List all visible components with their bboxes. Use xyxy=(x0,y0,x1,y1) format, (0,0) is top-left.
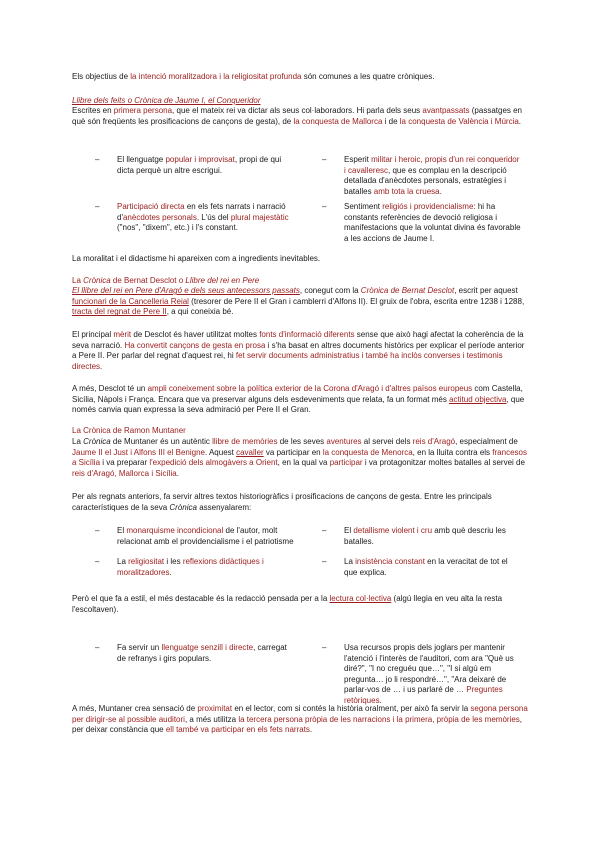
text: La xyxy=(117,557,129,566)
text: al servei dels xyxy=(361,437,413,446)
text: de l'autor, molt relacionat amb el providencialisme i el patriotisme xyxy=(117,526,294,546)
text: . xyxy=(379,695,382,705)
highlight: l'expedició dels almogàvers a Orient xyxy=(149,458,278,468)
section-3-paragraph xyxy=(72,437,530,479)
text: . xyxy=(169,567,172,577)
highlight: avantpassats xyxy=(422,106,470,115)
bullet-item: – Fa servir un llenguatge senzill i directe, carregat de refranys i girs populars. xyxy=(95,643,287,663)
text: , escrit per aquest xyxy=(454,286,518,295)
text: al servei de xyxy=(481,458,525,468)
text: són comunes a les quatre cròniques. xyxy=(301,72,435,81)
highlight: funcionari de la Cancelleria Reial xyxy=(72,296,189,306)
text: . xyxy=(518,116,522,126)
text: Per als regnats anteriors, fa servir altres textos historiogràfics i prosificacions de cançons de gesta. Entre les principals característiques de la seva xyxy=(72,492,492,512)
section-1-paragraph xyxy=(72,106,530,127)
highlight: monarquisme incondicional xyxy=(126,526,224,535)
highlight: la intenció moralitzadora i la religiositat profunda xyxy=(130,72,302,81)
text: Crònica xyxy=(83,437,111,446)
highlight: ell també va participar en els fets narrats xyxy=(165,725,310,735)
text: va participar en xyxy=(263,447,323,457)
highlight: la conquesta de València i Múrcia xyxy=(399,116,519,126)
highlight: Jaume II el Just i Alfons III el Benigne xyxy=(72,447,205,457)
text: ("nos", "dixem", etc.) i l's constant. xyxy=(117,223,238,233)
highlight: religiositat xyxy=(128,557,165,566)
highlight: reis d'Aragó, Mallorca i Sicília xyxy=(72,468,177,478)
text: , que es complau en la descripció detallada d'anècdotes personals, estratègies i batalles xyxy=(344,165,507,196)
text: , que el mateix rei va dictar als seus col·laboradors. Hi parla dels seus xyxy=(172,106,423,115)
text: de les seves xyxy=(277,437,327,446)
bullet-item: – Sentiment religiós i providencialisme: hi ha constants referències de devoció religiosa i manifestacions que la voluntat divina és favorable a les accions de Jaume I. xyxy=(322,202,521,243)
text: , per deixar constància que xyxy=(72,714,523,735)
text: sense que això hagi afectat la coherència de la seva narració. xyxy=(72,330,524,350)
highlight: popular i improvisat xyxy=(165,155,235,164)
highlight: fonts d'informació diferents xyxy=(259,330,355,339)
highlight: llibre de memòries xyxy=(212,437,278,446)
highlight: mèrit xyxy=(113,330,132,339)
text: , carregat de refranys i girs populars. xyxy=(117,643,287,663)
text: , propi de qui dicta perquè un altre escrigui. xyxy=(117,155,282,175)
bullet-item: – El monarquisme incondicional de l'autor, molt relacionat amb el providencialisme i el patriotisme xyxy=(95,526,294,546)
text: (passatges en què són freqüents les prosificacions de cançons de gesta), de xyxy=(72,106,523,126)
highlight: francesos a Sicília xyxy=(72,447,527,468)
highlight: fet servir documents administratius i també ha inclòs converses i testimonis directes xyxy=(72,351,503,371)
highlight: participar xyxy=(329,458,363,468)
text: Usa recursos propis dels joglars per mantenir l'atenció i l'interès de l'auditori, com ara "Què us diré?", "I no creguéu que…", "I si algú em pregunta… jo li respondré…", "Ara deixaré de parlar-vos de … i us parlaré de … xyxy=(344,643,514,695)
bullet-item: – La insistència constant en la veracitat de tot el que explica. xyxy=(322,557,508,577)
highlight: Crònica de Bernat Desclot xyxy=(360,286,455,295)
bullet-item: – La religiositat i les reflexions didàctiques i moralitzadores. xyxy=(95,557,264,577)
text: (tresorer de Pere II el Gran i camblerri d'Alfons II). El gruix de l'obra, escrita entre 1238 i 1288, xyxy=(188,296,525,306)
text: . xyxy=(100,361,103,371)
section-2-paragraph xyxy=(72,384,530,416)
text: Esperit xyxy=(344,155,372,164)
bullet-item: – Usa recursos propis dels joglars per mantenir l'atenció i l'interès de l'auditori, com ara "Què us diré?", "I no creguéu que…", "I si algú em pregunta… jo li respondré…", "Ara deixaré de parlar-vos de … i us parlaré de … Preguntes retòriques. xyxy=(322,643,514,705)
highlight: lectura col·lectiva xyxy=(329,594,392,603)
highlight: religiós i providencialisme xyxy=(382,202,474,211)
text: , que només canvia quan expressa la seva admiració per Pere II el Gran. xyxy=(72,394,525,415)
text: de Muntaner és un autèntic xyxy=(110,437,213,446)
text: en el lector, com si contés la història oralment, per això fa servir la xyxy=(232,704,471,713)
text: La xyxy=(72,276,84,285)
text: i les xyxy=(164,557,183,566)
highlight: proximitat xyxy=(197,704,233,713)
highlight: la conquesta de Mallorca xyxy=(293,116,383,126)
text: i va protagonitzar moltes xyxy=(362,458,455,468)
section-2-paragraph xyxy=(72,286,530,318)
text: . L'ús del xyxy=(196,212,231,222)
highlight: detallisme violent i cru xyxy=(353,526,433,535)
highlight: llenguatge senzill i directe xyxy=(161,643,254,652)
text: Però el que fa a estil, el més destacable és la redacció pensada per a la xyxy=(72,594,330,603)
highlight: reis d'Aragó xyxy=(412,437,456,446)
highlight: El llibre del rei en Pere d'Aragó e dels seus antecessors passats xyxy=(72,286,300,295)
text: , en la lluita contra els xyxy=(412,447,493,457)
text: Sentiment xyxy=(344,202,383,211)
text: batalles xyxy=(454,458,482,468)
text: i de xyxy=(382,116,400,126)
bullet-item: – El llenguatge popular i improvisat, propi de qui dicta perquè un altre escrigui. xyxy=(95,155,282,175)
section-3-paragraph xyxy=(72,704,530,736)
text: en la veracitat de tot el que explica. xyxy=(344,557,508,577)
text: El xyxy=(117,526,127,535)
highlight: segona persona per dirigir-se al possible auditori xyxy=(72,704,528,724)
bullet-item: – Participació directa en els fets narrats i narració d'anècdotes personals. L'ús del plural majestàtic ("nos", "dixem", etc.) i l's constant. xyxy=(95,202,289,233)
text: A més, Desclot té un xyxy=(72,384,148,393)
text: , conegut com la xyxy=(299,286,361,295)
highlight: aventures xyxy=(326,437,362,446)
text: . Aquest xyxy=(204,447,237,457)
highlight: amb tota la cruesa xyxy=(373,186,440,196)
highlight: Preguntes retòriques xyxy=(344,685,503,705)
highlight: tracta del regnat de Pere II xyxy=(72,307,167,317)
text: Llibre del rei en Pere xyxy=(185,276,260,285)
intro-paragraph xyxy=(72,72,530,83)
text: de Bernat Desclot o xyxy=(110,276,186,285)
text: La xyxy=(344,557,356,566)
text: amb què descriu les batalles. xyxy=(344,526,506,546)
text: El llenguatge xyxy=(117,155,166,164)
text: Els objectius de xyxy=(72,72,131,81)
text: Escrites en xyxy=(72,106,114,115)
text: i va preparar xyxy=(100,458,150,468)
text: . xyxy=(176,468,179,478)
text: i s'ha basat en altres documents històrics per explicar el període anterior a Pere II. Per parlar del regnat d'aquest rei, hi xyxy=(72,340,525,361)
highlight: insistència constant xyxy=(355,557,425,566)
text: , en la qual va xyxy=(277,458,330,468)
section-2-paragraph xyxy=(72,330,530,372)
section-2-title xyxy=(72,276,530,287)
text: Fa servir un xyxy=(117,643,162,652)
text: Crònica xyxy=(83,276,111,285)
text: A més, Muntaner crea sensació de xyxy=(72,704,198,713)
text: assenyalarem: xyxy=(196,502,252,512)
highlight: cavaller xyxy=(236,447,264,457)
bullet-item: – El detallisme violent i cru amb què descriu les batalles. xyxy=(322,526,506,546)
text: , a més utilitza xyxy=(184,714,239,724)
text: . xyxy=(309,725,313,735)
text: Crònica xyxy=(169,502,197,512)
text: La xyxy=(72,437,84,446)
highlight: plural majestàtic xyxy=(230,212,289,222)
highlight: primera persona xyxy=(113,106,173,115)
section-3-title: La Crònica de Ramon Muntaner xyxy=(72,426,186,435)
text: de Desclot és haver utilitzat moltes xyxy=(131,330,260,339)
highlight: Ha convertit cançons de gesta en prosa xyxy=(124,340,266,350)
text: . xyxy=(439,186,442,196)
text: , a qui coneixia bé. xyxy=(166,307,234,317)
highlight: la conquesta de Menorca xyxy=(322,447,413,457)
section-3-paragraph xyxy=(72,594,530,615)
highlight: Participació directa xyxy=(117,202,185,211)
text: , especialment de xyxy=(455,437,518,446)
text: : hi ha constants referències de devoció religiosa i manifestacions que la voluntat divina és favorable a les accions de Jaume I. xyxy=(344,202,521,243)
section-1-conclusion: La moralitat i el didactisme hi apareixen com a ingredients inevitables. xyxy=(72,254,321,263)
section-3-paragraph xyxy=(72,492,530,513)
text: (algú llegia en veu alta la resta l'escoltaven). xyxy=(72,594,503,614)
text: El principal xyxy=(72,330,114,339)
highlight: actitud objectiva xyxy=(449,394,507,404)
highlight: la tercera persona pròpia de les narracions i la primera, pròpia de les memòries xyxy=(238,714,520,724)
highlight: militar i heroic, propis d'un rei conqueridor i cavalleresc xyxy=(344,155,520,175)
text: en els fets narrats i narració d' xyxy=(117,202,286,222)
bullet-item: – Esperit militar i heroic, propis d'un rei conqueridor i cavalleresc, que es complau en la descripció detallada d'anècdotes personals, estratègies i batalles amb tota la cruesa. xyxy=(322,155,520,196)
highlight: ampli coneixement sobre la política exterior de la Corona d'Aragó i d'altres països europeus xyxy=(147,384,473,393)
highlight: reflexions didàctiques i moralitzadores xyxy=(117,557,264,577)
highlight: anècdotes personals xyxy=(122,212,197,222)
text: El xyxy=(344,526,354,535)
section-1-title: Llibre dels feits o Crònica de Jaume I, el Conqueridor xyxy=(72,96,261,105)
text: com Castella, Sicília, Nàpols i França. Encara que va preservar alguns dels esdeveniments que relata, fa un format més xyxy=(72,384,523,404)
